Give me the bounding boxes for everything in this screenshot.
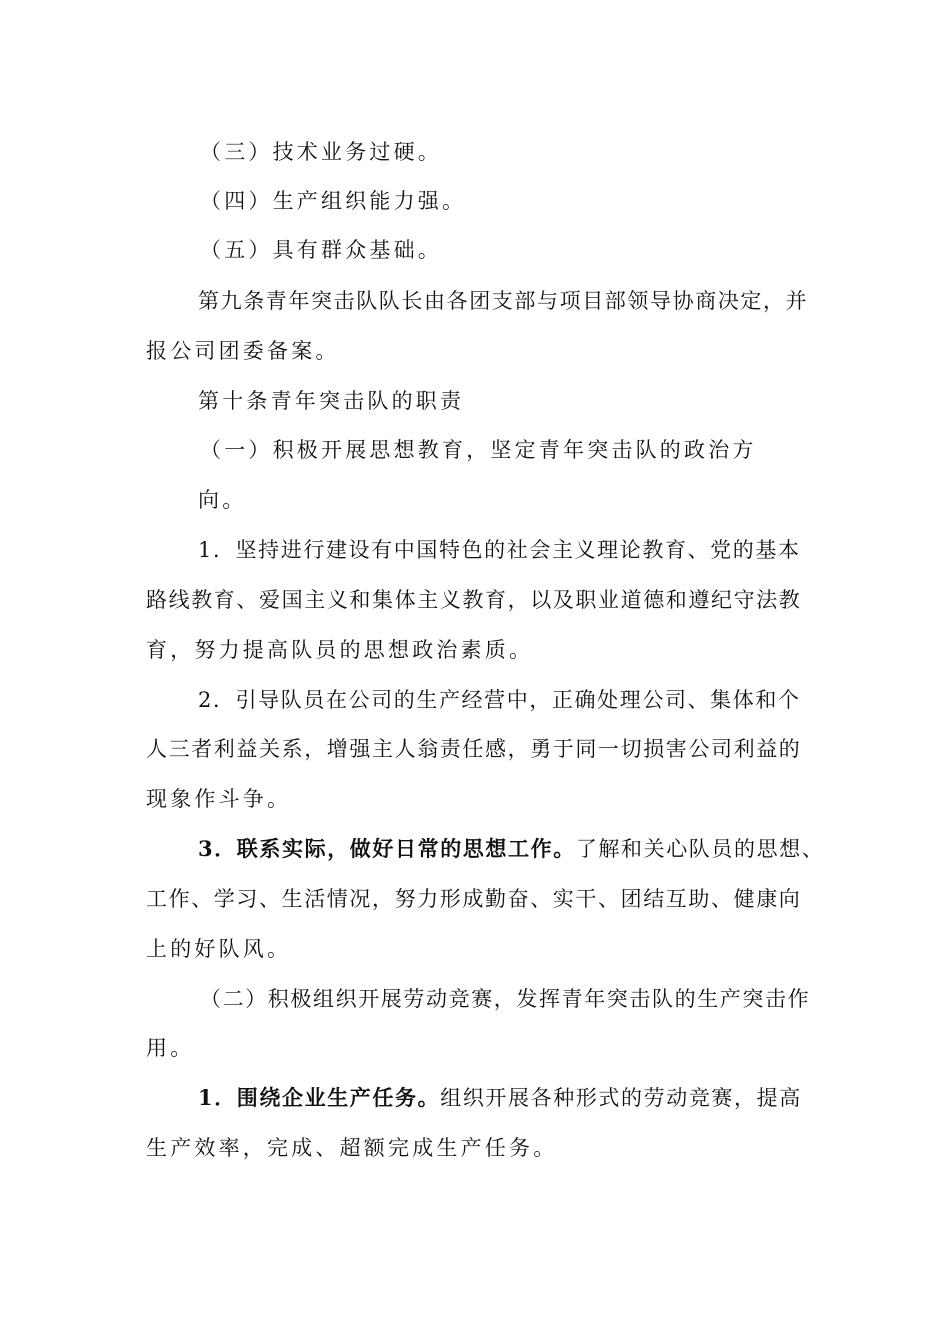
text-line: （五）具有群众基础。 [200,238,442,262]
text-line: 路线教育、爱国主义和集体主义教育，以及职业道德和遵纪守法教 [146,588,802,612]
bold-lead: 1．围绕企业生产任务。 [198,1085,441,1110]
text-line: 报公司团委备案。 [146,339,340,363]
text-line: （三）技术业务过硬。 [200,140,442,164]
text-line: 1．坚持进行建设有中国特色的社会主义理论教育、党的基本 [198,538,801,562]
text-line: 现象作斗争。 [146,787,292,811]
text-line [198,835,824,863]
text-line: 2．引导队员在公司的生产经营中，正确处理公司、集体和个 [198,688,801,712]
text-line [198,1084,802,1112]
text-line: 育，努力提高队员的思想政治素质。 [146,638,534,662]
bold-lead: 3．联系实际，做好日常的思想工作。 [198,836,576,861]
text-line: 生产效率，完成、超额完成生产任务。 [146,1136,558,1160]
text-line: 工作、学习、生活情况，努力形成勤奋、实干、团结互助、健康向 [146,887,802,911]
text-line: 用。 [146,1036,195,1060]
text-line: 上的好队风。 [146,937,292,961]
text-line: 第九条青年突击队队长由各团支部与项目部领导协商决定，并 [198,289,809,313]
text-line: （一）积极开展思想教育，坚定青年突击队的政治方 [200,438,757,462]
text-line: 向。 [198,488,247,512]
text-line: 人三者利益关系，增强主人翁责任感，勇于同一切损害公司利益的 [146,737,802,761]
section-heading: 第十条青年突击队的职责 [198,389,465,413]
text-line: （四）生产组织能力强。 [200,189,467,213]
text-run: 了解和关心队员的思想、 [575,837,825,861]
text-line: （二）积极组织开展劳动竞赛，发挥青年突击队的生产突击作 [200,987,811,1011]
text-run: 组织开展各种形式的劳动竞赛，提高 [440,1086,802,1110]
